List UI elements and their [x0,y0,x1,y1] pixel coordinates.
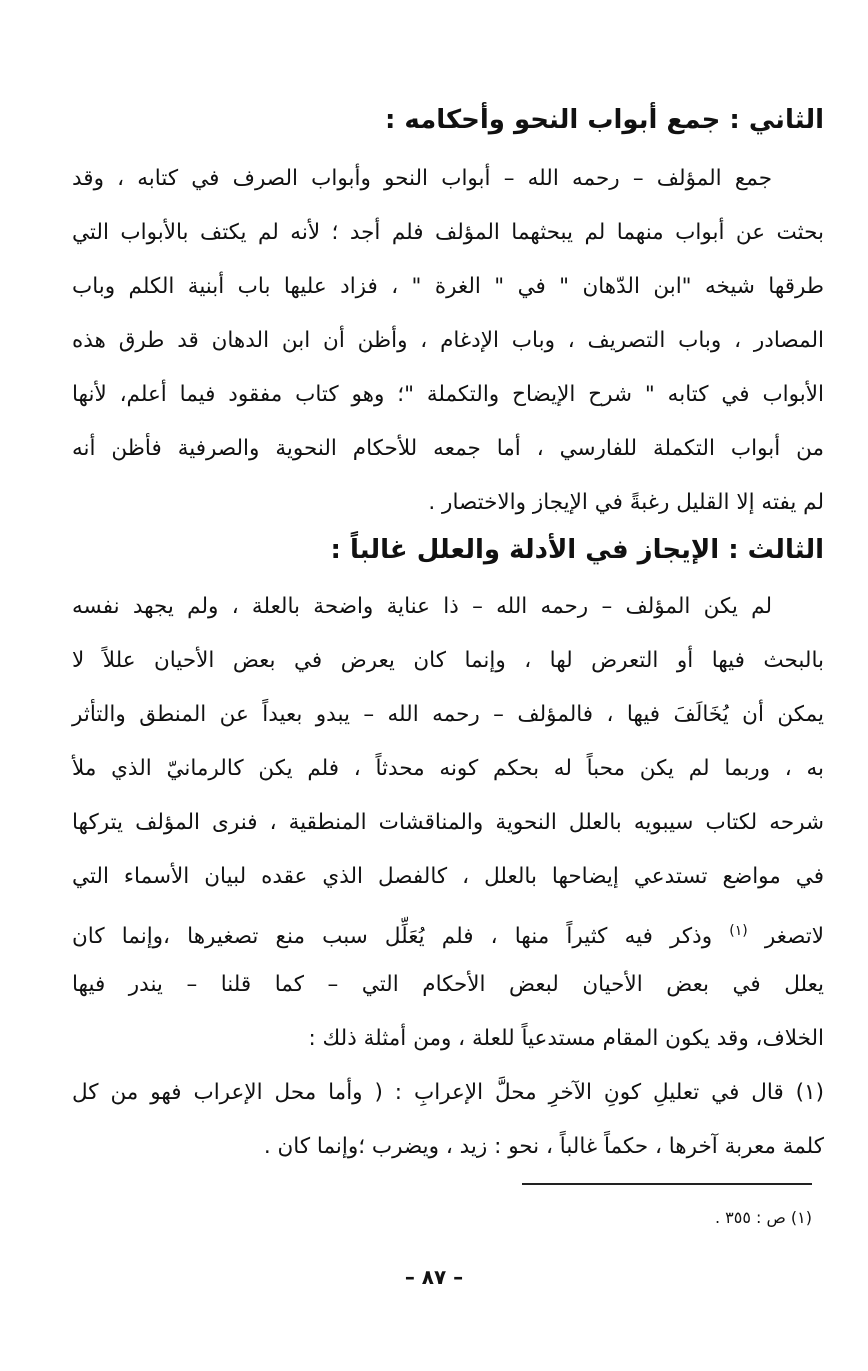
paragraph-line: بحثت عن أبواب منهما لم يبحثهما المؤلف فلم أجد ؛ لأنه لم يكتف بالأبواب التي [72,220,824,245]
section-2-body [72,152,824,530]
line-rest: وذكر فيه كثيراً منها ، فلم يُعَلِّل سبب منع تصغيرها ،وإنما كان [72,924,713,950]
paragraph-line [72,904,824,958]
section-3-heading: الثالث : الإيجاز في الأدلة والعلل غالباً : [330,535,824,565]
paragraph-line: بالبحث فيها أو التعرض لها ، وإنما كان يعرض في بعض الأحيان عللاً لا [72,648,824,673]
line-start: لاتصغر [764,924,824,950]
paragraph-line: لم يفته إلا القليل رغبةً في الإيجاز والاختصار . [428,490,824,515]
footnote-reference[interactable]: (١) [729,923,748,939]
paragraph-line: به ، وربما لم يكن محباً له بحكم كونه محدثاً ، فلم يكن كالرمانيّ الذي ملأ [72,756,824,781]
section-2 [72,100,824,140]
paragraph-line: في مواضع تستدعي إيضاحها بالعلل ، كالفصل الذي عقده لبيان الأسماء التي [72,864,824,889]
section-3 [72,530,824,570]
paragraph-line: جمع المؤلف – رحمه الله – أبواب النحو وأبواب الصرف في كتابه ، وقد [72,166,772,191]
section-2-heading: الثاني : جمع أبواب النحو وأحكامه : [384,105,824,135]
paragraph-line: الأبواب في كتابه " شرح الإيضاح والتكملة "؛ وهو كتاب مفقود فيما أعلم، لأنها [72,382,824,407]
paragraph-line: (١) قال في تعليلِ كونِ الآخرِ محلَّ الإعرابِ : ( وأما محل الإعراب فهو من كل [72,1080,824,1105]
paragraph-line: من أبواب التكملة للفارسي ، أما جمعه للأحكام النحوية والصرفية فأظن أنه [72,436,824,461]
section-3-body [72,580,824,1174]
paragraph-line: لم يكن المؤلف – رحمه الله – ذا عناية واضحة بالعلة ، ولم يجهد نفسه [72,594,772,619]
paragraph-line: المصادر ، وباب التصريف ، وباب الإدغام ، وأظن أن ابن الدهان قد طرق هذه [72,328,824,353]
paragraph-line: يمكن أن يُخَالَفَ فيها ، فالمؤلف – رحمه الله – يبدو بعيداً عن المنطق والتأثر [72,702,824,727]
page-number: – ٨٧ – [404,1265,464,1289]
paragraph-line: كلمة معربة آخرها ، حكماً غالباً ، نحو : زيد ، ويضرب ؛وإنما كان . [263,1134,824,1159]
paragraph-line: شرحه لكتاب سيبويه بالعلل النحوية والمناقشات المنطقية ، فنرى المؤلف يتركها [72,810,824,835]
paragraph-line: يعلل في بعض الأحيان لبعض الأحكام التي – كما قلنا – يندر فيها [72,972,824,997]
paragraph-line: طرقها شيخه "ابن الدّهان " في " الغرة " ، فزاد عليها باب أبنية الكلم وباب [72,274,824,299]
footnote: (١) ص : ٣٥٥ . [714,1208,812,1227]
paragraph-line: الخلاف، وقد يكون المقام مستدعياً للعلة ، ومن أمثلة ذلك : [308,1026,824,1051]
footnote-divider [522,1183,812,1185]
